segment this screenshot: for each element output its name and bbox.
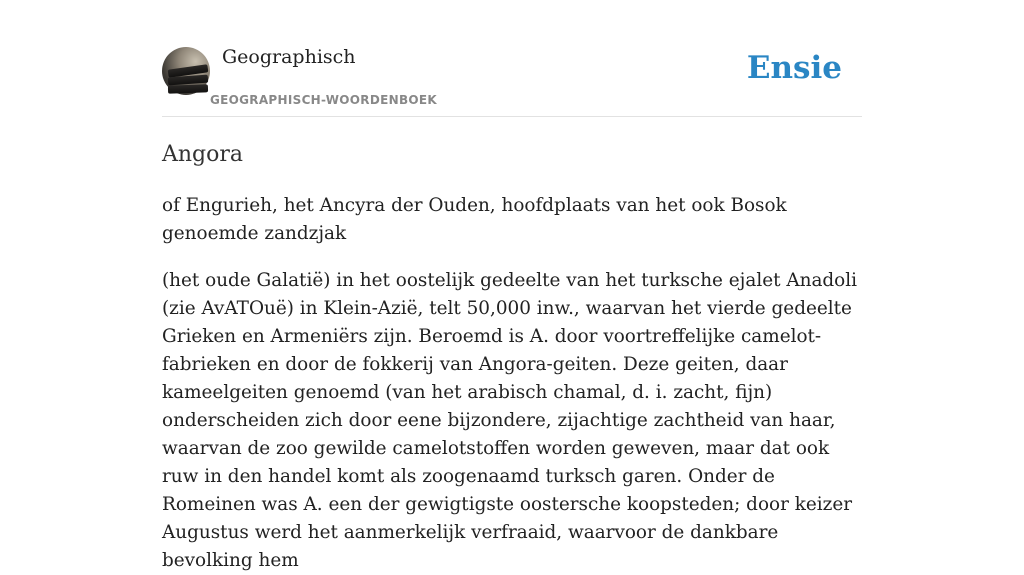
entry-paragraph: of Engurieh, het Ancyra der Ouden, hoofdplaats van het ook Bosok genoemde zandzjak <box>162 195 787 244</box>
article <box>162 140 862 575</box>
entry-title: Angora <box>162 142 244 167</box>
site-subtitle[interactable]: GEOGRAPHISCH-WOORDENBOEK <box>210 93 437 107</box>
avatar[interactable] <box>162 47 210 95</box>
header <box>162 0 862 117</box>
entry-paragraph: (het oude Galatië) in het oostelijk gedeelte van het turksche ejalet Anadoli (zie AvATOuë) in Klein-Azië, telt 50,000 inw., waarvan het vierde gedeelte Grieken en Armeniërs zijn. Beroemd is A. door voortreffelijke camelot-fabrieken en door de fokkerij van Angora-geiten. Deze geiten, daar kameelgeiten genoemd (van het arabisch chamal, d. i. zacht, fijn) onderscheiden zich door eene bijzondere, zijachtige zachtheid van haar, waarvan de zoo gewilde camelotstoffen worden geweven, maar dat ook ruw in den handel komt als zoogenaamd turksch garen. Onder de Romeinen was A. een der gewigtigste oostersche koopsteden; door keizer Augustus werd het aanmerkelijk verfraaid, waarvoor de dankbare bevolking hem <box>162 270 858 571</box>
brand-logo[interactable]: Ensie <box>746 50 842 86</box>
book-icon <box>168 84 208 93</box>
site-title[interactable]: Geographisch <box>222 46 356 68</box>
